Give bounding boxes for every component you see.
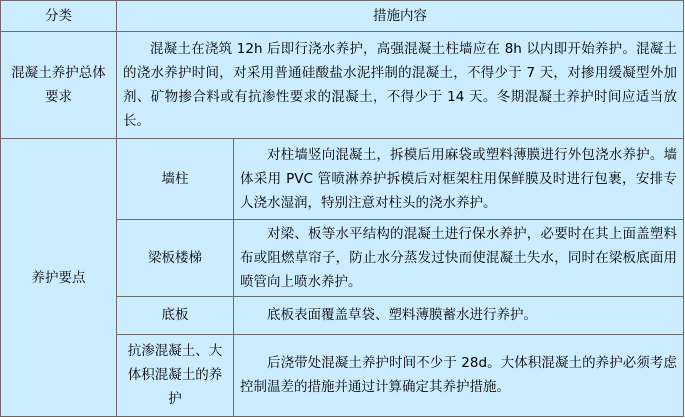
base-slab-measures [234, 296, 684, 334]
base-slab-text: 底板表面覆盖草袋、塑料薄膜蓄水进行养护。 [267, 307, 537, 324]
header-measures: 措施内容 [117, 1, 684, 32]
item-impermeable-mass-concrete: 抗渗混凝土、大体积混凝土的养护 [117, 334, 234, 416]
table-row [1, 32, 684, 139]
general-requirements-cell [117, 32, 684, 139]
beam-slab-stair-text: 对梁、板等水平结构的混凝土进行保水养护，必要时在其上面盖塑料布或阻燃草帘子，防止水分蒸发过快而使混凝土失水，同时在梁板底面用喷管向上喷水养护。 [240, 225, 677, 290]
item-wall-column: 墙柱 [117, 139, 234, 219]
item-beam-slab-stair: 梁板楼梯 [117, 219, 234, 296]
header-category: 分类 [1, 1, 117, 32]
key-points-category-cell: 养护要点 [1, 139, 117, 417]
general-requirements-text: 混凝土在浇筑 12h 后即行浇水养护，高强混凝土柱墙应在 8h 以内即开始养护。混凝土的浇水养护时间，对采用普通硅酸盐水泥拌制的混凝土，不得少于 7 天，对掺用缓凝型外加剂、矿物掺合料或有抗渗性要求的混凝土，不得少于 14 天。冬期混凝土养护时间应适当放长。 [123, 41, 677, 130]
general-category-cell: 混凝土养护总体要求 [1, 32, 117, 139]
item-base-slab: 底板 [117, 296, 234, 334]
beam-slab-stair-measures [234, 219, 684, 296]
impermeable-mass-concrete-text: 后浇带处混凝土养护时间不少于 28d。大体积混凝土的养护必须考虑控制温差的措施并通过计算确定其养护措施。 [240, 355, 677, 396]
wall-column-text: 对柱墙竖向混凝土，拆模后用麻袋或塑料薄膜进行外包浇水养护。墙体采用 PVC 管喷淋养护拆模后对框架柱用保鲜膜及时进行包裹，安排专人浇水湿润，特别注意对柱头的浇水养护。 [240, 146, 677, 211]
table-header-row [1, 1, 684, 32]
table-row [1, 139, 684, 219]
wall-column-measures [234, 139, 684, 219]
impermeable-mass-concrete-measures [234, 334, 684, 416]
